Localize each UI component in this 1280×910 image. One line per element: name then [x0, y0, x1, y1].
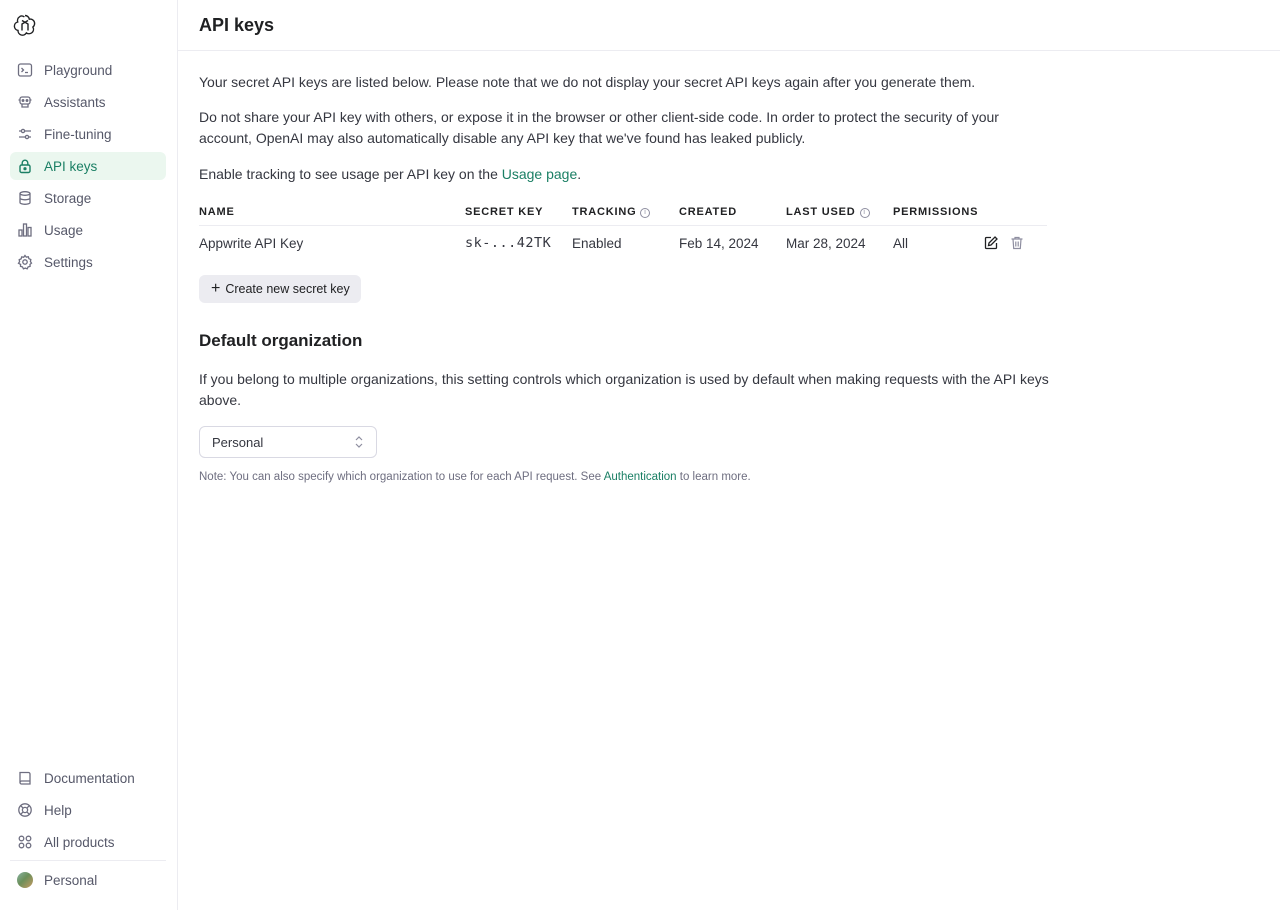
usage-page-link[interactable]: Usage page	[501, 166, 578, 182]
sliders-icon	[16, 125, 34, 143]
page-header	[178, 0, 1280, 51]
sidebar-divider	[10, 860, 166, 861]
sidebar-item-help[interactable]	[10, 796, 166, 824]
intro-paragraph-1: Your secret API keys are listed below. Please note that we do not display your secret API keys again after you generate them.	[199, 74, 976, 90]
intro-paragraph-2: Do not share your API key with others, or expose it in the browser or other client-side code. In order to protect the security of your account, OpenAI may also automatically disable any API key that we've found has leaked publicly.	[199, 109, 999, 146]
sidebar-item-label: Playground	[44, 62, 113, 78]
sidebar-item-label: Fine-tuning	[44, 126, 112, 142]
main-content	[178, 0, 1280, 910]
sidebar-item-usage[interactable]	[10, 216, 166, 244]
create-secret-key-button[interactable]	[199, 275, 361, 303]
chevron-up-down-icon	[354, 435, 364, 449]
created-date: Feb 14, 2024	[679, 235, 759, 251]
usage-text-suffix: .	[577, 166, 582, 182]
sidebar-item-storage[interactable]	[10, 184, 166, 212]
robot-icon	[16, 93, 34, 111]
organization-select-value: Personal	[212, 434, 264, 450]
sidebar-item-label: Settings	[44, 254, 93, 270]
avatar	[16, 871, 34, 889]
edit-icon[interactable]	[983, 235, 999, 251]
secret-key-value: sk-...42TK	[465, 235, 552, 252]
sidebar-item-label: Documentation	[44, 770, 135, 786]
sidebar-item-label: Storage	[44, 190, 92, 206]
usage-text: Enable tracking to see usage per API key on the	[199, 166, 502, 182]
grid-icon	[16, 833, 34, 851]
sidebar	[0, 0, 178, 910]
lock-icon	[16, 157, 34, 175]
book-icon	[16, 769, 34, 787]
organization-select[interactable]	[199, 426, 377, 458]
key-name: Appwrite API Key	[199, 235, 304, 251]
database-icon	[16, 189, 34, 207]
column-header-permissions: PERMISSIONS	[893, 201, 983, 225]
sidebar-item-label: All products	[44, 834, 115, 850]
organization-note	[199, 471, 751, 483]
gear-icon	[16, 253, 34, 271]
terminal-icon	[16, 61, 34, 79]
row-actions	[983, 235, 1047, 251]
sidebar-item-label: Usage	[44, 222, 84, 238]
account-switcher[interactable]	[10, 865, 166, 895]
sidebar-nav	[10, 56, 166, 280]
row-actions-cell	[983, 225, 1047, 261]
lifebuoy-icon	[16, 801, 34, 819]
table-header-row	[199, 201, 1047, 225]
authentication-link[interactable]: Authentication	[603, 471, 677, 483]
sidebar-item-assistants[interactable]	[10, 88, 166, 116]
table-row	[199, 225, 1047, 261]
note-text-suffix: to learn more.	[676, 471, 751, 483]
openai-logo-icon[interactable]	[13, 13, 37, 37]
sidebar-item-label: Help	[44, 802, 72, 818]
sidebar-item-fine-tuning[interactable]	[10, 120, 166, 148]
page-title: API keys	[199, 14, 275, 35]
column-header-actions	[983, 201, 1047, 225]
intro-paragraph-3	[199, 164, 1049, 185]
permissions-value: All	[893, 235, 909, 251]
create-secret-key-label: Create new secret key	[225, 282, 350, 296]
column-header-tracking	[572, 201, 679, 225]
account-label: Personal	[44, 872, 98, 888]
column-header-secret-key: SECRET KEY	[465, 201, 572, 225]
column-header-name: NAME	[199, 201, 465, 225]
info-icon[interactable]: i	[640, 208, 650, 218]
note-text: Note: You can also specify which organization to use for each API request. See	[199, 471, 604, 483]
bar-chart-icon	[16, 221, 34, 239]
tracking-status: Enabled	[572, 235, 622, 251]
info-icon[interactable]: i	[860, 208, 870, 218]
sidebar-item-label: Assistants	[44, 94, 106, 110]
tracking-header-label: TRACKING	[572, 206, 637, 218]
default-organization-description: If you belong to multiple organizations, this setting controls which organization is used by default when making requests with the API keys above.	[199, 371, 1049, 408]
sidebar-item-documentation[interactable]	[10, 764, 166, 792]
column-header-created: CREATED	[679, 201, 786, 225]
sidebar-item-settings[interactable]	[10, 248, 166, 276]
sidebar-item-api-keys[interactable]	[10, 152, 166, 180]
sidebar-item-label: API keys	[44, 158, 98, 174]
sidebar-bottom	[10, 764, 166, 899]
sidebar-item-all-products[interactable]	[10, 828, 166, 856]
trash-icon[interactable]	[1009, 235, 1025, 251]
column-header-last-used	[786, 201, 893, 225]
last-used-date: Mar 28, 2024	[786, 235, 866, 251]
sidebar-item-playground[interactable]	[10, 56, 166, 84]
plus-icon: +	[211, 280, 221, 297]
last-used-header-label: LAST USED	[786, 206, 856, 218]
default-organization-heading: Default organization	[199, 331, 363, 350]
api-keys-table	[199, 201, 1047, 261]
